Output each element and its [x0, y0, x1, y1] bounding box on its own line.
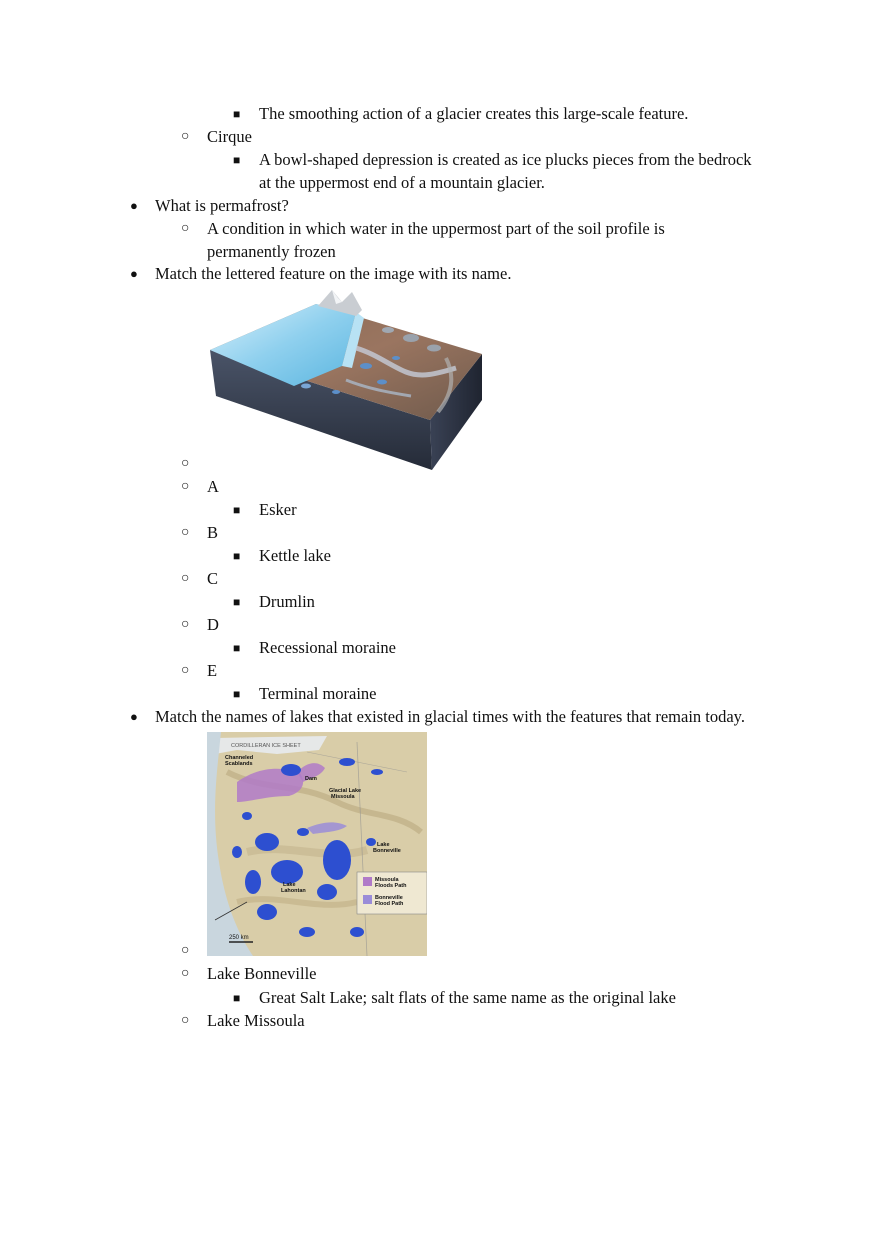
permafrost-answer-line-1: A condition in which water in the uppermost part of the soil profile is [207, 219, 665, 238]
map-label-scablands-2: Scablands [225, 761, 253, 767]
bullet-circle-empty-item: ○ [181, 456, 190, 471]
bullet-circle: ○ [181, 966, 190, 981]
bullet-square: ■ [233, 641, 241, 655]
match-lakes-question: Match the names of lakes that existed in glacial times with the features that remain today. [155, 707, 745, 726]
bullet-square: ■ [233, 503, 241, 517]
bullet-square: ■ [233, 991, 241, 1005]
map-label-ice-sheet: CORDILLERAN ICE SHEET [231, 743, 301, 749]
feature-letter-b: B [207, 523, 219, 542]
lake-missoula-name: Lake Missoula [207, 1011, 305, 1030]
legend-swatch-bonneville [363, 895, 372, 904]
bullet-circle: ○ [181, 1013, 190, 1028]
glacier-block-diagram-image [206, 288, 486, 474]
map-label-bonneville-2: Bonneville [373, 848, 401, 854]
bullet-square: ■ [233, 549, 241, 563]
bullet-square: ■ [233, 595, 241, 609]
map-scale-label: 250 km [229, 935, 249, 941]
bullet-square: ■ [233, 153, 241, 167]
glacial-lakes-map-image [207, 732, 427, 956]
bullet-square: ■ [233, 107, 241, 121]
feature-name-e: Terminal moraine [259, 684, 377, 703]
feature-letter-e: E [207, 661, 218, 680]
legend-missoula-2: Floods Path [375, 883, 407, 889]
cirque-desc-line-1: A bowl-shaped depression is created as ice plucks pieces from the bedrock [259, 150, 752, 169]
bullet-circle: ○ [181, 617, 190, 632]
cirque-term: Cirque [207, 127, 252, 146]
match-features-question: Match the lettered feature on the image with its name. [155, 264, 512, 283]
bullet-disc: ● [130, 198, 138, 213]
bullet-circle: ○ [181, 479, 190, 494]
legend-missoula-1: Missoula [375, 877, 399, 883]
permafrost-question: What is permafrost? [155, 196, 289, 215]
bullet-disc: ● [130, 709, 138, 724]
permafrost-answer-line-2: permanently frozen [207, 242, 336, 261]
feature-letter-a: A [207, 477, 219, 496]
feature-letter-c: C [207, 569, 219, 588]
map-label-scablands-1: Channeled [225, 755, 254, 761]
lake-bonneville-name: Lake Bonneville [207, 964, 317, 983]
bullet-circle: ○ [181, 525, 190, 540]
legend-bonneville-1: Bonneville [375, 895, 403, 901]
map-label-dam: Dam [305, 776, 317, 782]
map-label-missoula-2: Missoula [331, 794, 355, 800]
feature-name-a: Esker [259, 500, 297, 519]
map-label-missoula-1: Glacial Lake [329, 788, 362, 794]
feature-letter-d: D [207, 615, 219, 634]
map-label-bonneville-1: Lake [377, 842, 390, 848]
bullet-circle: ○ [181, 221, 190, 236]
map-label-lahontan-1: Lake [283, 882, 296, 888]
legend-bonneville-2: Flood Path [375, 901, 404, 907]
lake-bonneville-description: Great Salt Lake; salt flats of the same name as the original lake [259, 988, 676, 1007]
smoothing-text: The smoothing action of a glacier creates this large-scale feature. [259, 104, 689, 123]
feature-name-b: Kettle lake [259, 546, 331, 565]
bullet-circle-empty-item: ○ [181, 943, 190, 958]
bullet-circle: ○ [181, 129, 190, 144]
feature-name-c: Drumlin [259, 592, 315, 611]
bullet-disc: ● [130, 266, 138, 281]
feature-name-d: Recessional moraine [259, 638, 396, 657]
bullet-circle: ○ [181, 571, 190, 586]
cirque-desc-line-2: at the uppermost end of a mountain glacier. [259, 173, 545, 192]
legend-swatch-missoula [363, 877, 372, 886]
map-label-lahontan-2: Lahontan [281, 888, 306, 894]
bullet-square: ■ [233, 687, 241, 701]
bullet-circle: ○ [181, 663, 190, 678]
